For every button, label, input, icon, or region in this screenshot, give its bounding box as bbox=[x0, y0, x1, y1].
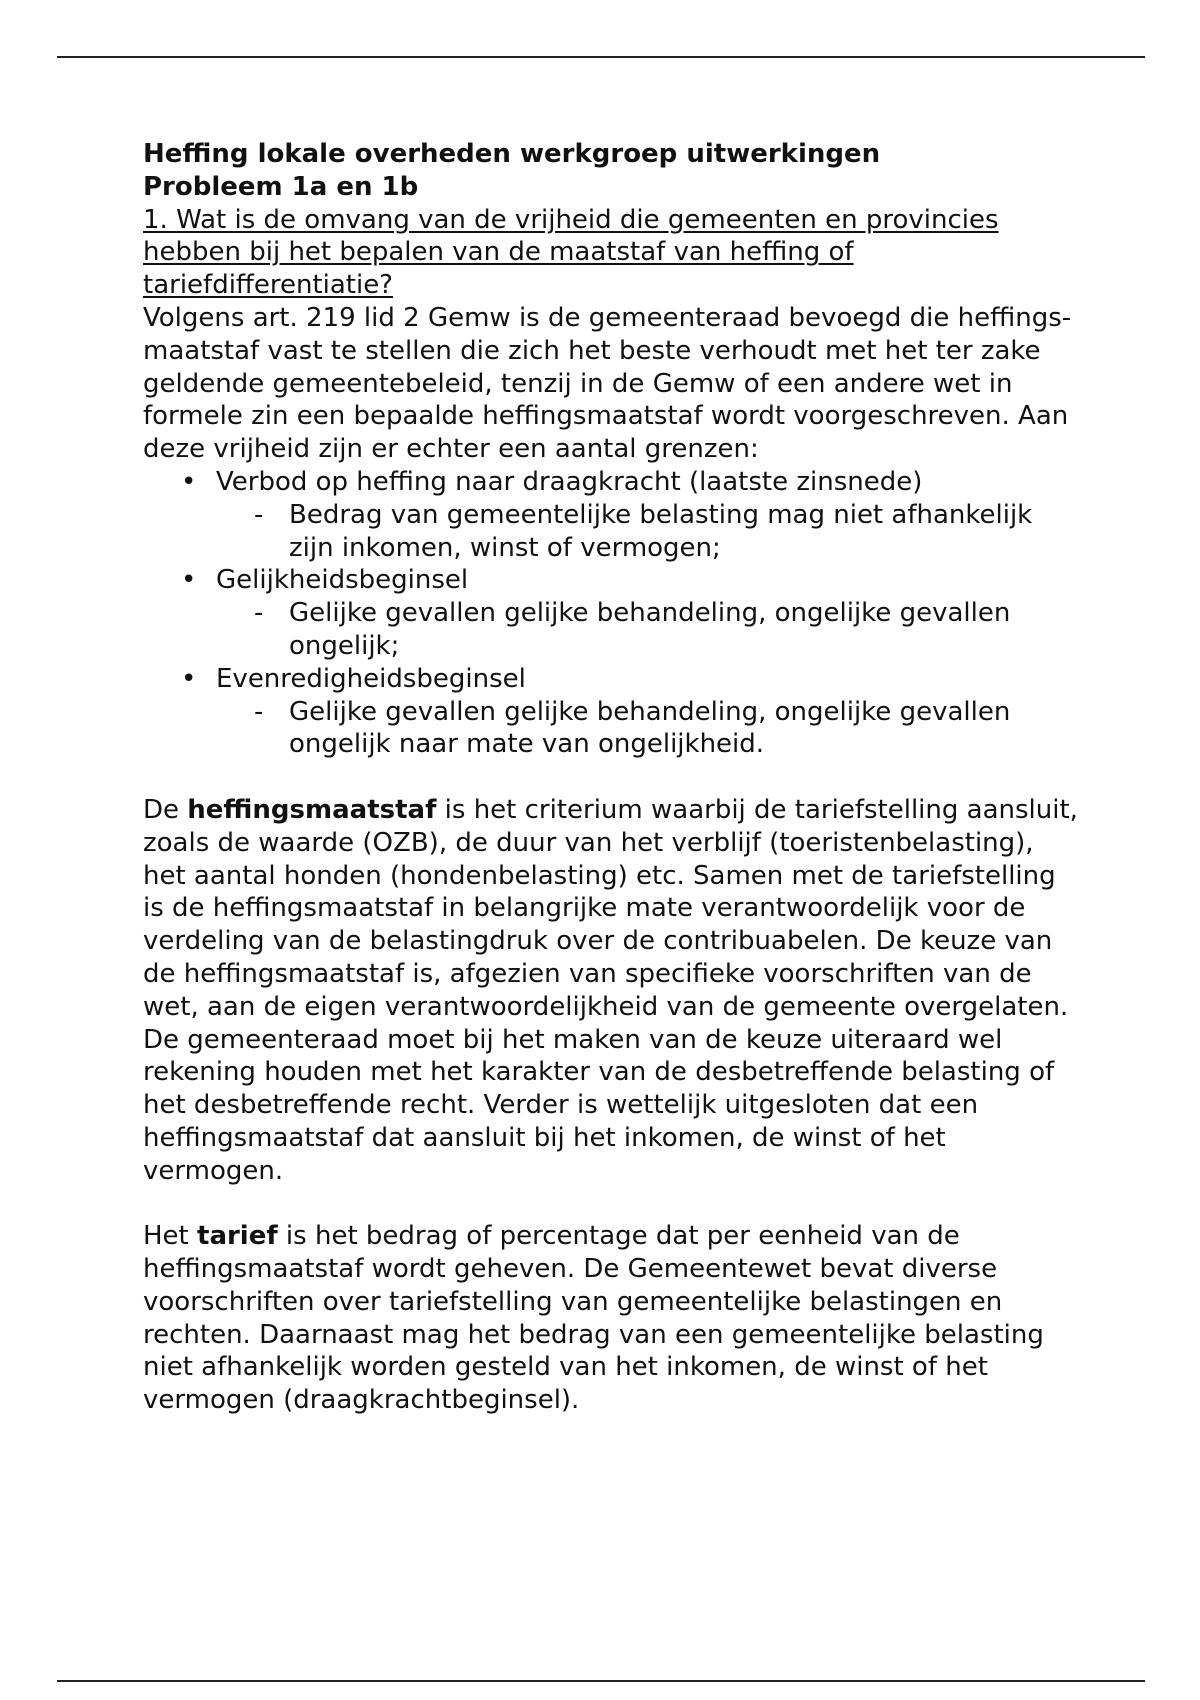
para2-text: is het criterium waarbij de tariefstelling aansluit, zoals de waarde (OZB), de duur van het verblijf (toeristenbelasting), het aantal honden (hondenbelasting) etc. Samen met de tariefstelling is de heffingsmaatstaf in belangrijke mate verantwoordelijk voor de verdeling van de belastingdruk over de contribuabelen. De keuze van de heffingsmaatstaf is, afgezien van specifieke voorschriften van de wet, aan de eigen verantwoordelijkheid van de gemeente overgelaten. De gemeenteraad moet bij het maken van de keuze uiteraard wel rekening houden met het karakter van de desbetreffende belasting of het desbetreffende recht. Verder is wettelijk uitgesloten dat een heffingsmaatstaf dat aansluit bij het inkomen, de winst of het vermogen. bbox=[143, 794, 1078, 1186]
limit-detail-text: Gelijke gevallen gelijke behandeling, ongelijke gevallen ongelijk; bbox=[289, 598, 1011, 661]
limit-detail-list bbox=[216, 597, 1083, 663]
bullet-icon: • bbox=[181, 565, 197, 596]
paragraph-spacer bbox=[143, 1188, 1083, 1221]
question-heading: 1. Wat is de omvang van de vrijheid die gemeenten en provincies hebben bij het bepalen van de maatstaf van heffing of tariefdifferentiatie? bbox=[143, 204, 999, 301]
limit-detail bbox=[216, 696, 1083, 762]
term-tarief: tarief bbox=[197, 1221, 278, 1252]
limit-item bbox=[143, 663, 1083, 761]
heffingsmaatstaf-paragraph bbox=[143, 794, 1083, 1188]
dash-icon: - bbox=[254, 499, 264, 530]
dash-icon: - bbox=[254, 598, 264, 629]
limit-detail-text: Gelijke gevallen gelijke behandeling, ongelijke gevallen ongelijk naar mate van ongelijkheid. bbox=[289, 696, 1011, 760]
limit-item bbox=[143, 564, 1083, 662]
document-body bbox=[143, 138, 1083, 1417]
limit-detail-text: Bedrag van gemeentelijke belasting mag niet afhankelijk zijn inkomen, winst of vermogen; bbox=[289, 499, 1033, 563]
limit-label: Gelijkheidsbeginsel bbox=[216, 565, 469, 596]
limit-label: Verbod op heffing naar draagkracht (laatste zinsnede) bbox=[216, 466, 923, 497]
limit-label: Evenredigheidsbeginsel bbox=[216, 663, 526, 694]
term-heffingsmaatstaf: heffingsmaatstaf bbox=[187, 794, 437, 825]
limit-detail bbox=[216, 499, 1083, 565]
limit-detail-list bbox=[216, 696, 1083, 762]
limit-detail bbox=[216, 597, 1083, 663]
bullet-icon: • bbox=[181, 663, 197, 694]
limit-item bbox=[143, 466, 1083, 564]
para3-prefix: Het bbox=[143, 1221, 198, 1252]
footer-rule bbox=[57, 1680, 1145, 1682]
bullet-icon: • bbox=[181, 466, 197, 497]
paragraph-spacer bbox=[143, 761, 1083, 794]
intro-paragraph: Volgens art. 219 lid 2 Gemw is de gemeenteraad bevoegd die heffings-maatstaf vast te stellen die zich het beste verhoudt met het ter zake geldende gemeentebeleid, tenzij in de Gemw of een andere wet in formele zin een bepaalde heffingsmaatstaf wordt voorgeschreven. Aan deze vrijheid zijn er echter een aantal grenzen: bbox=[143, 302, 1072, 465]
tarief-paragraph bbox=[143, 1220, 1083, 1417]
document-title-line-1: Heffing lokale overheden werkgroep uitwerkingen bbox=[143, 139, 881, 169]
para3-text: is het bedrag of percentage dat per eenheid van de heffingsmaatstaf wordt geheven. De Gemeentewet bevat diverse voorschriften over tariefstelling van gemeentelijke belastingen en rechten. Daarnaast mag het bedrag van een gemeentelijke belasting niet afhankelijk worden gesteld van het inkomen, de winst of het vermogen (draagkrachtbeginsel). bbox=[143, 1221, 1044, 1416]
document-title-line-2: Probleem 1a en 1b bbox=[143, 171, 419, 202]
para2-prefix: De bbox=[143, 794, 188, 825]
limit-detail-list bbox=[216, 499, 1083, 565]
header-rule bbox=[57, 56, 1145, 58]
limits-list bbox=[143, 466, 1083, 761]
dash-icon: - bbox=[254, 696, 264, 727]
